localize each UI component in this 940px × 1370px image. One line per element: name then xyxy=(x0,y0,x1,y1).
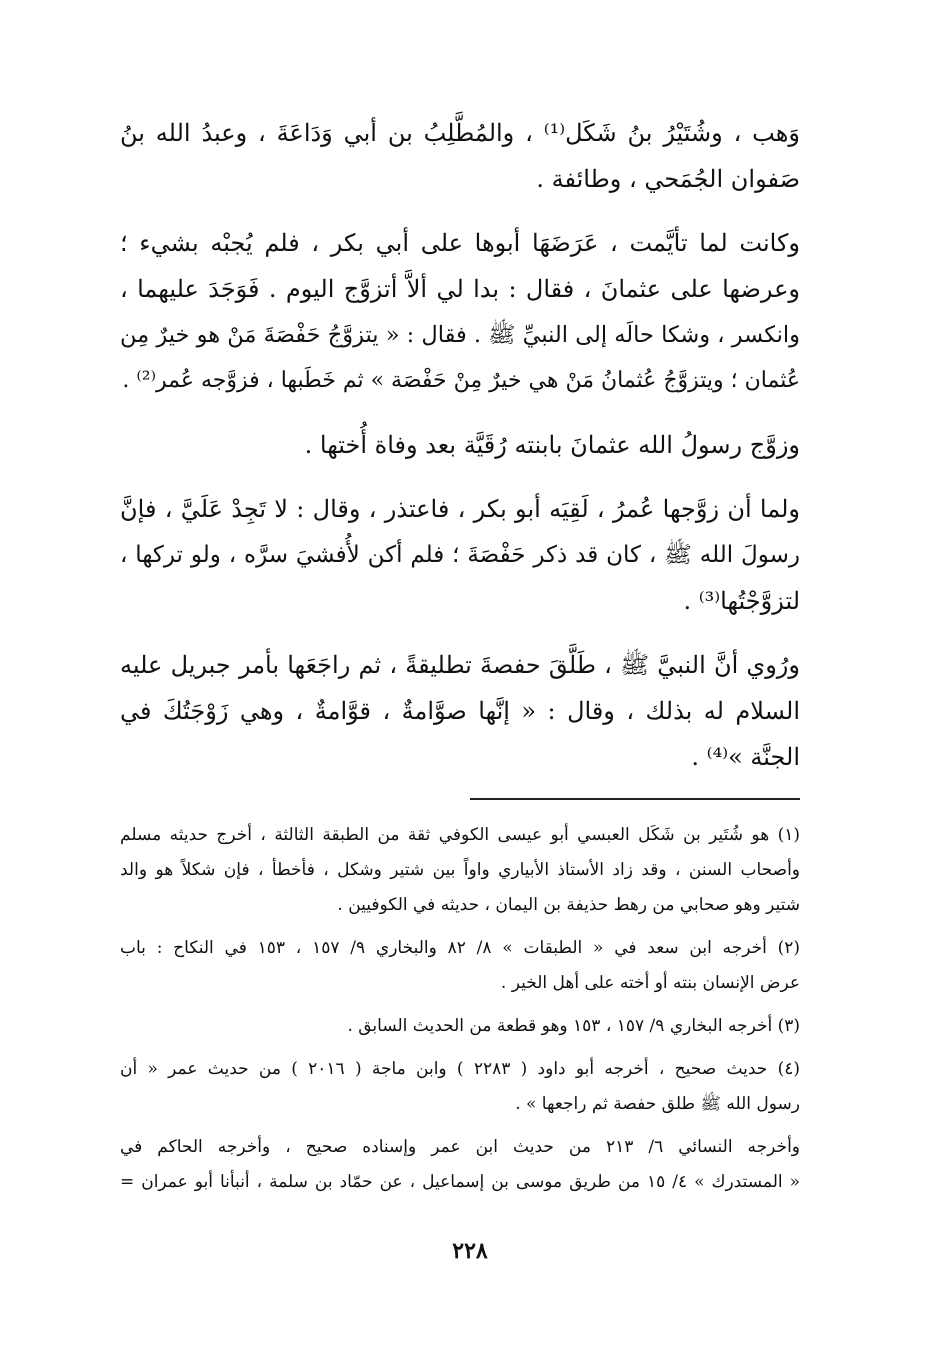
footnote-line: (٣) أخرجه البخاري ٩/ ١٥٧ ، ١٥٣ وهو قطعة من الحديث السابق . xyxy=(347,1016,800,1036)
paragraph xyxy=(120,642,800,780)
footnote xyxy=(120,818,800,923)
text-line: وعرضها على عثمانَ ، فقال : بدا لي ألاَّ أتزوَّج اليوم . فَوَجَدَ عليهما ، xyxy=(120,275,800,303)
page-number: ٢٢٨ xyxy=(452,1238,488,1264)
footnote-line: وأخرجه النسائي ٦/ ٢١٣ من حديث ابن عمر وإسناده صحيح ، وأخرجه الحاكم في xyxy=(120,1137,800,1157)
text-line: السلام له بذلك ، وقال : « إنَّها صوَّامةٌ ، قوَّامةٌ ، وهي زَوْجَتُكَ في xyxy=(120,697,800,725)
footnotes xyxy=(120,818,800,1200)
text-line: ولما أن زوَّجها عُمرُ ، لَقِيَه أبو بكر ، فاعتذر ، وقال : لا تَجِدْ عَلَيَّ ، فإنَّ xyxy=(120,495,800,523)
footnote xyxy=(120,931,800,1001)
footnote-line: (٢) أخرجه ابن سعد في « الطبقات » ٨/ ٨٢ والبخاري ٩/ ١٥٧ ، ١٥٣ في النكاح : باب xyxy=(120,938,801,958)
footnote-line: « المستدرك » ٤/ ١٥ من طريق موسى بن إسماعيل ، عن حمّاد بن سلمة ، أنبأنا أبو عمران = xyxy=(120,1172,800,1192)
footnote-separator-wrap xyxy=(120,798,800,800)
text-line: وَهب ، وشُتَيْرُ بنُ شَكَل⁽¹⁾ ، والمُطَّلِبُ بن أبي وَدَاعَةَ ، وعبدُ الله بنُ xyxy=(120,119,800,147)
footnote xyxy=(120,1052,800,1122)
footnote-line: عرض الإنسان بنته أو أخته على أهل الخير . xyxy=(500,973,800,993)
footnote-line: وأصحاب السنن ، وقد زاد الأستاذ الأبياري واواً بين شتير وشكل ، فأخطأ ، فإن شكلاً هو والد xyxy=(120,860,800,880)
footnote xyxy=(120,1009,800,1044)
text-line: رسولَ الله ﷺ ، كان قد ذكر حَفْصَةَ ؛ فلم أكن لأُفشيَ سرَّه ، ولو تركها ، xyxy=(120,542,800,568)
text-line: لتزوَّجْتُها⁽³⁾ . xyxy=(683,587,800,615)
paragraph xyxy=(120,486,800,624)
footnote xyxy=(120,1130,800,1200)
footnote-separator xyxy=(470,798,800,800)
text-line: وانكسر ، وشكا حالَه إلى النبيِّ ﷺ . فقال : « يتزوَّجُ حَفْصَةَ مَنْ هو خيرٌ مِن xyxy=(120,322,800,348)
footnote-line: رسول الله ﷺ طلق حفصة ثم راجعها » . xyxy=(515,1094,800,1114)
footnote-line: (١) هو شُتَير بن شَكَل العبسي أبو عيسى الكوفي ثقة من الطبقة الثالثة ، أخرج حديثه مسلم xyxy=(120,825,800,845)
text-line: وزوَّج رسولُ الله عثمانَ بابنته رُقَيَّة بعد وفاة أُختها . xyxy=(304,431,800,459)
paragraph xyxy=(120,220,800,404)
text-line: صَفوان الجُمَحي ، وطائفة . xyxy=(536,165,800,193)
text-line: وكانت لما تأيَّمت ، عَرَضَهَا أبوها على أبي بكر ، فلم يُجبْه بشيء ؛ xyxy=(120,229,800,257)
text-line: عُثمان ؛ ويتزوَّجُ عُثمانُ مَنْ هي خيرٌ مِنْ حَفْصَة » ثم خَطَبها ، فزوَّجه عُمر⁽²⁾ . xyxy=(122,368,800,393)
paragraph xyxy=(120,422,800,468)
footnote-line: (٤) حديث صحيح ، أخرجه أبو داود ( ٢٢٨٣ ) وابن ماجة ( ٢٠١٦ ) من حديث عمر « أن xyxy=(120,1059,800,1079)
page-body xyxy=(120,110,800,1350)
text-line: ورُوي أنَّ النبيَّ ﷺ ، طَلَّقَ حفصةَ تطليقةً ، ثم راجَعَها بأمر جبريل عليه xyxy=(120,651,800,679)
main-text xyxy=(120,110,800,780)
text-line: الجنَّة »⁽⁴⁾ . xyxy=(691,743,800,771)
footnote-line: شتير وهو صحابي من رهط حذيفة بن اليمان ، حديثه في الكوفيين . xyxy=(337,895,800,915)
paragraph xyxy=(120,110,800,202)
